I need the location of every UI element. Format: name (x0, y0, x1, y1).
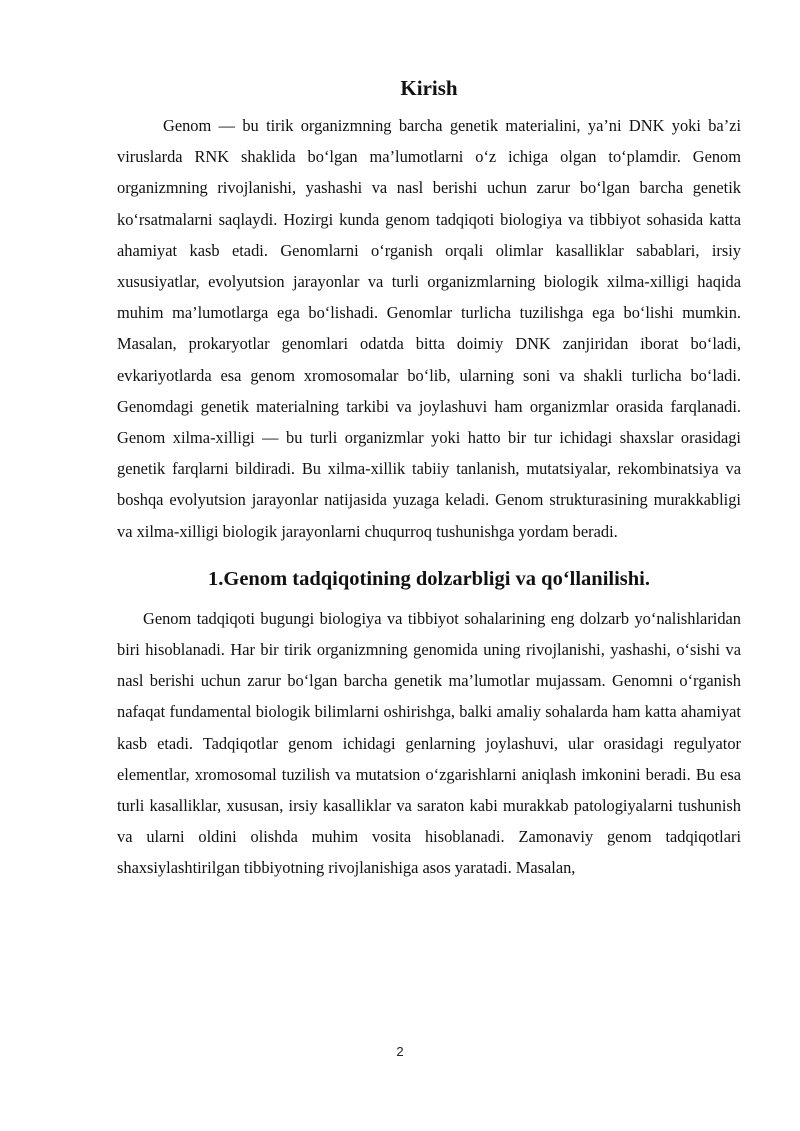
intro-paragraph: Genom — bu tirik organizmning barcha genetik materialini, ya’ni DNK yoki ba’zi viruslarda RNK shaklida bo‘lgan ma’lumotlarni o‘z ichiga olgan to‘plamdir. Genom organizmning rivojlanishi, yashashi va nasl berishi uchun zarur bo‘lgan barcha genetik ko‘rsatmalarni saqlaydi. Hozirgi kunda genom tadqiqoti biologiya va tibbiyot sohasida katta ahamiyat kasb etadi. Genomlarni o‘rganish orqali olimlar kasalliklar sabablari, irsiy xususiyatlar, evolyutsion jarayonlar va turli organizmlarning biologik xilma-xilligi haqida muhim ma’lumotlarga ega bo‘lishadi. Genomlar turlicha tuzilishga ega bo‘lishi mumkin. Masalan, prokaryotlar genomlari odatda bitta doimiy DNK zanjiridan iborat bo‘ladi, evkariyotlarda esa genom xromosomalar bo‘lib, ularning soni va shakli turlicha bo‘ladi. Genomdagi genetik materialning tarkibi va joylashuvi ham organizmlar orasida farqlanadi. Genom xilma-xilligi — bu turli organizmlar yoki hatto bir tur ichidagi shaxslar orasidagi genetik farqlarni bildiradi. Bu xilma-xillik tabiiy tanlanish, mutatsiyalar, rekombinatsiya va boshqa evolyutsion jarayonlar natijasida yuzaga keladi. Genom strukturasining murakkabligi va xilma-xilligi biologik jarayonlarni chuqurroq tushunishga yordam beradi. (117, 116, 741, 541)
section-heading: 1.Genom tadqiqotining dolzarbligi va qo‘llanilishi. (208, 567, 650, 590)
intro-heading: Kirish (400, 76, 458, 100)
document-page (117, 72, 741, 884)
page-number: 2 (396, 1044, 404, 1059)
section-paragraph: Genom tadqiqoti bugungi biologiya va tibbiyot sohalarining eng dolzarb yo‘nalishlaridan biri hisoblanadi. Har bir tirik organizmning genomida uning rivojlanishi, yashashi, o‘sishi va nasl berishi uchun zarur bo‘lgan barcha genetik ma’lumotlar mujassam. Genomni o‘rganish nafaqat fundamental biologik bilimlarni oshirishga, balki amaliy sohalarda ham katta ahamiyat kasb etadi. Tadqiqotlar genom ichidagi genlarning joylashuvi, ular orasidagi regulyator elementlar, xromosomal tuzilish va mutatsion o‘zgarishlarni aniqlash imkonini beradi. Bu esa turli kasalliklar, xususan, irsiy kasalliklar va saraton kabi murakkab patologiyalarni tushunish va ularni oldini olishda muhim vosita hisoblanadi. Zamonaviy genom tadqiqotlari shaxsiylashtirilgan tibbiyotning rivojlanishiga asos yaratadi. Masalan, (117, 608, 741, 878)
